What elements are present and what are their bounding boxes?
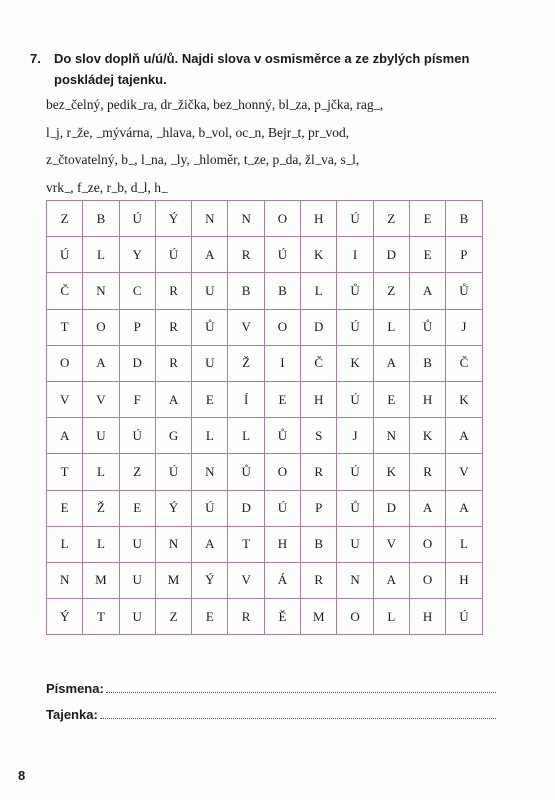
solution-answer-row: [46, 706, 496, 722]
grid-row: [47, 454, 483, 490]
grid-cell[interactable]: B: [301, 526, 337, 562]
grid-cell[interactable]: Ú: [264, 490, 300, 526]
word-fragment: j, r: [56, 124, 72, 140]
word-fragment: honný, bl: [238, 97, 290, 112]
word-fragment: mývárna,: [102, 124, 157, 140]
grid-row: [47, 345, 483, 381]
grid-cell[interactable]: O: [264, 201, 300, 237]
grid-cell[interactable]: T: [47, 309, 83, 345]
grid-cell[interactable]: A: [47, 418, 83, 454]
grid-row: [47, 309, 483, 345]
grid-cell[interactable]: L: [83, 526, 119, 562]
grid-cell[interactable]: N: [47, 562, 83, 598]
grid-cell[interactable]: L: [47, 526, 83, 562]
grid-cell[interactable]: Z: [373, 201, 409, 237]
blank-dots[interactable]: .....: [64, 102, 71, 112]
grid-cell[interactable]: N: [337, 562, 373, 598]
grid-cell[interactable]: H: [301, 201, 337, 237]
grid-cell[interactable]: Ú: [119, 201, 155, 237]
grid-cell[interactable]: B: [228, 273, 264, 309]
grid-cell[interactable]: A: [155, 381, 191, 417]
exercise-line-text: [46, 92, 383, 120]
blank-dots[interactable]: .....: [279, 157, 286, 167]
grid-cell[interactable]: N: [373, 418, 409, 454]
grid-cell[interactable]: V: [228, 562, 264, 598]
solution-label: Tajenka:: [46, 707, 98, 722]
grid-cell[interactable]: R: [228, 599, 264, 635]
grid-cell[interactable]: L: [83, 237, 119, 273]
grid-cell[interactable]: U: [119, 599, 155, 635]
grid-cell[interactable]: K: [446, 381, 482, 417]
grid-cell[interactable]: Z: [119, 454, 155, 490]
grid-cell[interactable]: U: [119, 562, 155, 598]
grid-cell[interactable]: O: [47, 345, 83, 381]
grid-cell[interactable]: D: [119, 345, 155, 381]
fill-in-exercise: [46, 92, 501, 202]
grid-cell[interactable]: D: [373, 490, 409, 526]
exercise-line: [46, 92, 501, 120]
blank-dots[interactable]: .....: [156, 129, 163, 140]
grid-row: [47, 599, 483, 635]
grid-cell[interactable]: V: [373, 526, 409, 562]
grid-cell[interactable]: V: [228, 309, 264, 345]
grid-row: [47, 273, 483, 309]
blank-dots[interactable]: .....: [319, 129, 326, 140]
grid-cell[interactable]: E: [409, 201, 445, 237]
blank-dots[interactable]: .....: [144, 157, 151, 167]
grid-cell[interactable]: A: [192, 237, 228, 273]
word-fragment: da, žl: [285, 152, 315, 167]
grid-cell[interactable]: P: [301, 490, 337, 526]
letters-answer-line[interactable]: [106, 680, 496, 693]
grid-cell[interactable]: O: [337, 599, 373, 635]
word-fragment: l,: [352, 152, 360, 167]
grid-cell[interactable]: I: [337, 237, 373, 273]
exercise-line: [46, 147, 501, 175]
grid-cell[interactable]: A: [409, 273, 445, 309]
blank-dots[interactable]: .....: [49, 129, 57, 140]
grid-cell[interactable]: N: [192, 201, 228, 237]
word-fragment: t, pr: [297, 124, 320, 140]
grid-cell[interactable]: P: [446, 237, 482, 273]
grid-cell[interactable]: Ž: [83, 490, 119, 526]
word-fragment: ra, dr: [143, 97, 172, 112]
grid-cell[interactable]: R: [301, 562, 337, 598]
blank-dots[interactable]: .....: [170, 157, 177, 167]
grid-cell[interactable]: F: [119, 381, 155, 417]
grid-cell[interactable]: Ú: [337, 201, 373, 237]
grid-cell[interactable]: A: [373, 562, 409, 598]
blank-dots[interactable]: .....: [373, 102, 380, 112]
blank-dots[interactable]: .....: [231, 102, 239, 112]
blank-dots[interactable]: .....: [247, 157, 254, 167]
word-fragment: vod,: [325, 124, 350, 140]
grid-cell[interactable]: Ú: [192, 490, 228, 526]
grid-cell[interactable]: Ů: [409, 309, 445, 345]
word-fragment: vol, oc: [211, 124, 249, 140]
grid-cell[interactable]: Z: [47, 201, 83, 237]
grid-cell[interactable]: I: [264, 345, 300, 381]
word-fragment: bez: [46, 97, 65, 112]
grid-row: [47, 201, 483, 237]
grid-cell[interactable]: L: [192, 418, 228, 454]
grid-cell[interactable]: A: [409, 490, 445, 526]
grid-cell[interactable]: O: [264, 454, 300, 490]
grid-cell[interactable]: L: [83, 454, 119, 490]
grid-cell[interactable]: L: [373, 309, 409, 345]
grid-cell[interactable]: T: [47, 454, 83, 490]
word-fragment: vrk: [46, 179, 64, 195]
letters-label: Písmena:: [46, 681, 104, 696]
grid-cell[interactable]: A: [83, 345, 119, 381]
grid-cell[interactable]: Á: [264, 562, 300, 598]
exercise-line: [46, 175, 501, 203]
grid-cell[interactable]: K: [373, 454, 409, 490]
grid-cell[interactable]: K: [409, 418, 445, 454]
grid-cell[interactable]: E: [119, 490, 155, 526]
grid-cell[interactable]: R: [155, 345, 191, 381]
grid-cell[interactable]: E: [192, 381, 228, 417]
grid-cell[interactable]: V: [83, 381, 119, 417]
grid-cell[interactable]: H: [446, 562, 482, 598]
grid-cell[interactable]: D: [301, 309, 337, 345]
grid-cell[interactable]: Č: [446, 345, 482, 381]
grid-cell[interactable]: J: [337, 418, 373, 454]
grid-cell[interactable]: Ů: [228, 454, 264, 490]
grid-cell[interactable]: R: [228, 237, 264, 273]
blank-dots[interactable]: .....: [193, 157, 200, 167]
grid-cell[interactable]: N: [83, 273, 119, 309]
grid-cell[interactable]: L: [373, 599, 409, 635]
grid-cell[interactable]: E: [47, 490, 83, 526]
letters-answer-row: [46, 680, 496, 696]
grid-cell[interactable]: D: [373, 237, 409, 273]
grid-cell[interactable]: Ú: [337, 309, 373, 345]
grid-cell[interactable]: Y: [119, 237, 155, 273]
word-fragment: za, p: [295, 97, 321, 112]
grid-cell[interactable]: Ů: [337, 273, 373, 309]
grid-cell[interactable]: R: [155, 309, 191, 345]
grid-row: [47, 237, 483, 273]
word-fragment: b, d: [117, 179, 138, 195]
grid-cell[interactable]: Č: [47, 273, 83, 309]
solution-answer-line[interactable]: [100, 706, 496, 719]
blank-dots[interactable]: .....: [291, 129, 298, 140]
blank-dots[interactable]: .....: [64, 184, 71, 195]
grid-cell[interactable]: T: [83, 599, 119, 635]
grid-cell[interactable]: A: [446, 490, 482, 526]
task-instruction: Do slov doplň u/ú/ů. Najdi slova v osmisměrce a ze zbylých písmen poskládej tajenku.: [54, 51, 470, 87]
grid-cell[interactable]: Ý: [155, 201, 191, 237]
grid-cell[interactable]: U: [119, 526, 155, 562]
blank-dots[interactable]: .....: [71, 129, 78, 140]
grid-cell[interactable]: J: [446, 309, 482, 345]
blank-dots[interactable]: .....: [205, 129, 212, 140]
grid-cell[interactable]: K: [301, 237, 337, 273]
grid-cell[interactable]: G: [155, 418, 191, 454]
word-fragment: hloměr, t: [199, 152, 248, 167]
grid-cell[interactable]: N: [192, 454, 228, 490]
grid-cell[interactable]: Ů: [264, 418, 300, 454]
word-fragment: ,: [379, 97, 384, 112]
grid-cell[interactable]: V: [47, 381, 83, 417]
grid-cell[interactable]: B: [83, 201, 119, 237]
grid-cell[interactable]: Ů: [446, 273, 482, 309]
grid-cell[interactable]: U: [192, 345, 228, 381]
blank-dots[interactable]: .....: [96, 129, 103, 140]
grid-cell[interactable]: Ú: [119, 418, 155, 454]
grid-cell[interactable]: Ú: [155, 237, 191, 273]
blank-dots[interactable]: .....: [345, 157, 353, 167]
grid-cell[interactable]: B: [446, 201, 482, 237]
word-fragment: hlava, b: [162, 124, 206, 140]
grid-cell[interactable]: T: [228, 526, 264, 562]
grid-cell[interactable]: O: [264, 309, 300, 345]
blank-dots[interactable]: .....: [52, 157, 59, 167]
blank-dots[interactable]: .....: [137, 184, 144, 195]
grid-cell[interactable]: U: [83, 418, 119, 454]
blank-dots[interactable]: .....: [161, 184, 168, 195]
grid-cell[interactable]: O: [83, 309, 119, 345]
grid-cell[interactable]: R: [301, 454, 337, 490]
grid-cell[interactable]: Ě: [264, 599, 300, 635]
grid-row: [47, 418, 483, 454]
grid-cell[interactable]: N: [228, 201, 264, 237]
grid-cell[interactable]: Ý: [47, 599, 83, 635]
exercise-line-text: [46, 175, 167, 203]
grid-cell[interactable]: N: [155, 526, 191, 562]
grid-cell[interactable]: L: [446, 526, 482, 562]
grid-cell[interactable]: E: [373, 381, 409, 417]
page-number: 8: [18, 768, 26, 783]
grid-cell[interactable]: A: [373, 345, 409, 381]
grid-cell[interactable]: K: [337, 345, 373, 381]
word-fragment: žička, bez: [177, 97, 232, 112]
grid-row: [47, 526, 483, 562]
word-fragment: va, s: [321, 152, 346, 167]
grid-cell[interactable]: E: [409, 237, 445, 273]
grid-cell[interactable]: Ú: [47, 237, 83, 273]
grid-cell[interactable]: H: [409, 381, 445, 417]
grid-cell[interactable]: Ů: [337, 490, 373, 526]
blank-dots[interactable]: .....: [81, 184, 88, 195]
grid-cell[interactable]: O: [409, 526, 445, 562]
blank-dots[interactable]: .....: [127, 157, 135, 167]
grid-cell[interactable]: H: [409, 599, 445, 635]
word-fragment: z: [46, 152, 52, 167]
grid-cell[interactable]: Ú: [264, 237, 300, 273]
grid-cell[interactable]: H: [264, 526, 300, 562]
grid-cell[interactable]: Ú: [337, 381, 373, 417]
blank-dots[interactable]: .....: [171, 102, 178, 112]
grid-cell[interactable]: C: [119, 273, 155, 309]
grid-cell[interactable]: Č: [301, 345, 337, 381]
exercise-line-text: [46, 120, 349, 148]
grid-cell[interactable]: R: [409, 454, 445, 490]
exercise-line-text: [46, 147, 359, 175]
word-fragment: na,: [151, 152, 171, 167]
word-fragment: jčka, rag: [327, 97, 374, 112]
word-fragment: , l: [134, 152, 145, 167]
word-fragment: ze, p: [253, 152, 280, 167]
grid-cell[interactable]: R: [155, 273, 191, 309]
grid-cell[interactable]: Ú: [446, 599, 482, 635]
word-fragment: čelný, pedik: [70, 97, 137, 112]
grid-cell[interactable]: Ž: [228, 345, 264, 381]
task-heading: [30, 48, 505, 90]
grid-row: [47, 381, 483, 417]
grid-row: [47, 562, 483, 598]
grid-cell[interactable]: E: [264, 381, 300, 417]
word-fragment: , f: [70, 179, 82, 195]
grid-cell[interactable]: Ú: [155, 454, 191, 490]
grid-cell[interactable]: B: [409, 345, 445, 381]
grid-row: [47, 490, 483, 526]
task-number: 7.: [30, 51, 41, 66]
grid-cell[interactable]: M: [155, 562, 191, 598]
grid-cell[interactable]: M: [301, 599, 337, 635]
grid-cell[interactable]: A: [446, 418, 482, 454]
word-fragment: čtovatelný, b: [58, 152, 128, 167]
blank-dots[interactable]: .....: [289, 102, 296, 112]
blank-dots[interactable]: .....: [314, 157, 322, 167]
grid-cell[interactable]: L: [301, 273, 337, 309]
grid-cell[interactable]: U: [337, 526, 373, 562]
grid-cell[interactable]: L: [228, 418, 264, 454]
grid-cell[interactable]: Ů: [192, 309, 228, 345]
grid-cell[interactable]: U: [192, 273, 228, 309]
grid-cell[interactable]: P: [119, 309, 155, 345]
grid-cell[interactable]: Z: [373, 273, 409, 309]
blank-dots[interactable]: .....: [110, 184, 118, 195]
word-fragment: že,: [77, 124, 96, 140]
word-fragment: l: [46, 124, 50, 140]
grid-cell[interactable]: Í: [228, 381, 264, 417]
grid-cell[interactable]: A: [192, 526, 228, 562]
grid-cell[interactable]: D: [228, 490, 264, 526]
grid-cell[interactable]: E: [192, 599, 228, 635]
grid-cell[interactable]: S: [301, 418, 337, 454]
blank-dots[interactable]: .....: [320, 102, 328, 112]
grid-cell[interactable]: B: [264, 273, 300, 309]
grid-cell[interactable]: H: [301, 381, 337, 417]
grid-cell[interactable]: Ý: [192, 562, 228, 598]
word-fragment: ly,: [176, 152, 194, 167]
grid-cell[interactable]: Ý: [155, 490, 191, 526]
grid-cell[interactable]: Z: [155, 599, 191, 635]
word-search-grid: [46, 200, 483, 635]
word-fragment: n, Bejr: [254, 124, 292, 140]
word-fragment: l, h: [143, 179, 161, 195]
blank-dots[interactable]: .....: [136, 102, 144, 112]
grid-cell[interactable]: V: [446, 454, 482, 490]
word-fragment: ze, r: [87, 179, 111, 195]
grid-cell[interactable]: O: [409, 562, 445, 598]
exercise-line: [46, 120, 501, 148]
grid-cell[interactable]: M: [83, 562, 119, 598]
blank-dots[interactable]: .....: [248, 129, 255, 140]
grid-cell[interactable]: Ú: [337, 454, 373, 490]
